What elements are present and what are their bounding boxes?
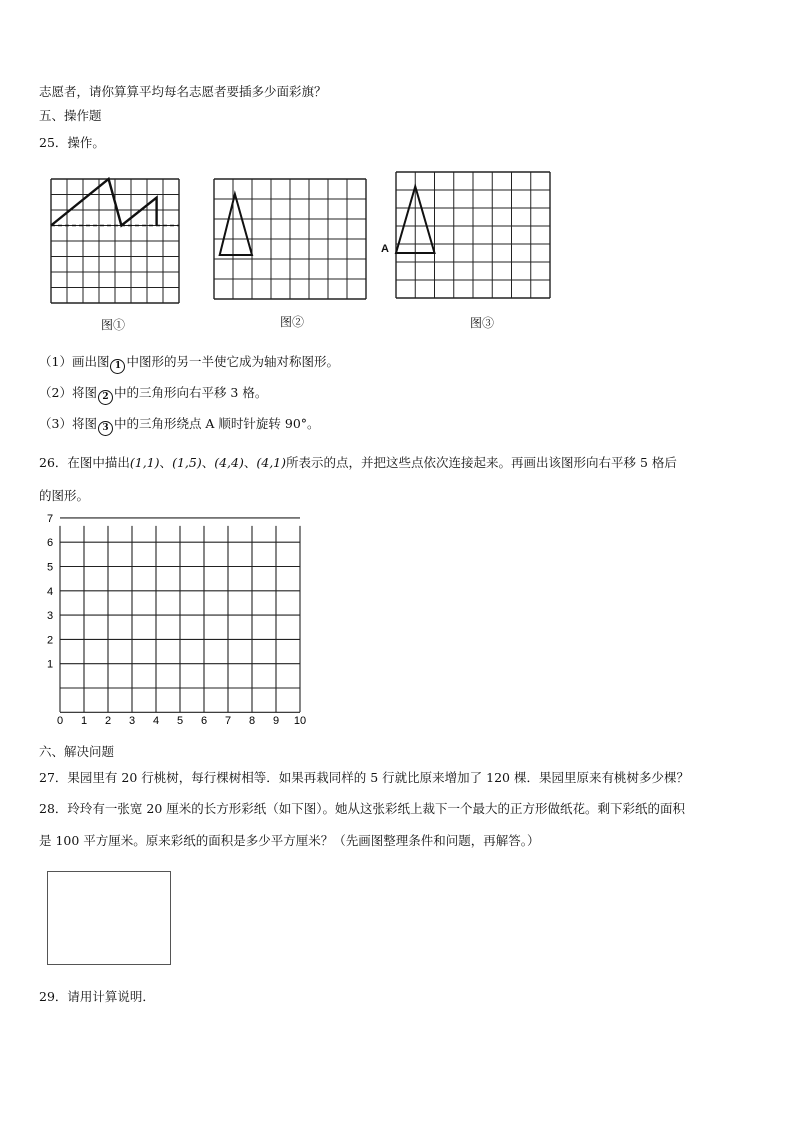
q25-item-1-pre: （1）画出图	[39, 354, 110, 369]
q26-line-1	[39, 455, 677, 471]
x-axis-tick-label: 6	[200, 715, 208, 727]
x-axis-tick-label: 5	[176, 715, 184, 727]
q26-point-3: (4,4)	[214, 455, 244, 470]
x-axis-tick-label: 0	[56, 715, 64, 727]
x-axis-tick-label: 1	[80, 715, 88, 727]
q25-item-3-post: 中的三角形绕点 A 顺时针旋转 90°。	[113, 416, 320, 431]
y-axis-tick-label: 5	[46, 561, 54, 574]
paper-rectangle-figure	[47, 871, 171, 965]
x-axis-tick-label: 9	[272, 715, 280, 727]
q25-item-2-post: 中的三角形向右平移 3 格。	[113, 385, 268, 400]
x-axis-tick-label: 10	[293, 715, 307, 727]
q26-line-2: 的图形。	[39, 488, 90, 503]
q26-point-1: (1,1)	[129, 455, 160, 470]
q25-item-3-pre: （3）将图	[39, 416, 97, 431]
y-axis-tick-label: 3	[46, 610, 54, 623]
y-axis-tick-label: 6	[46, 537, 54, 550]
figure-1-caption: 图①	[101, 318, 126, 332]
circled-number-3: 3	[98, 421, 113, 436]
q26-separator: 、	[159, 455, 173, 470]
q26-point-4: (4,1)	[256, 455, 287, 470]
circled-number-2: 2	[98, 390, 113, 405]
q25-item-1-post: 中图形的另一半使它成为轴对称图形。	[126, 354, 339, 369]
coordinate-grid	[40, 512, 315, 728]
figure-3-grid	[396, 172, 550, 299]
q28-line-2: 是 100 平方厘米。原来彩纸的面积是多少平方厘米？（先画图整理条件和问题，再解答。）	[39, 833, 540, 848]
y-axis-tick-label: 4	[46, 585, 54, 598]
q25-title: 25．操作。	[39, 135, 105, 150]
figure-2-grid	[214, 179, 366, 300]
x-axis-tick-label: 2	[104, 715, 112, 727]
circled-number-1: 1	[110, 359, 125, 374]
figure-3-caption: 图③	[470, 316, 495, 330]
section6-title: 六、解决问题	[39, 744, 115, 759]
q26-suffix: 所表示的点，并把这些点依次连接起来。再画出该图形向右平移 5 格后	[286, 455, 677, 470]
intro-line: 志愿者，请你算算平均每名志愿者要插多少面彩旗？	[39, 84, 327, 99]
point-a-label: A	[381, 243, 389, 255]
y-axis-tick-label: 7	[46, 512, 54, 525]
q25-item-2	[39, 385, 267, 405]
figure-1-grid	[51, 179, 181, 304]
q25-item-1	[39, 354, 339, 374]
q25-item-3	[39, 416, 320, 436]
q26-separator: 、	[201, 455, 215, 470]
q26-point-2: (1,5)	[172, 455, 202, 470]
section5-title: 五、操作题	[39, 108, 102, 123]
q29-text: 29．请用计算说明．	[39, 989, 155, 1004]
x-axis-tick-label: 8	[248, 715, 256, 727]
q28-line-1: 28．玲玲有一张宽 20 厘米的长方形彩纸（如下图）。她从这张彩纸上裁下一个最大的正方形做纸花。剩下彩纸的面积	[39, 801, 686, 816]
y-axis-tick-label: 1	[46, 658, 54, 671]
q25-item-2-pre: （2）将图	[39, 385, 97, 400]
figure-2-caption: 图②	[280, 315, 305, 329]
triangle-shape	[220, 194, 252, 255]
q27-text: 27．果园里有 20 行桃树，每行棵树相等．如果再栽同样的 5 行就比原来增加了 120 棵．果园里原来有桃树多少棵？	[39, 770, 689, 785]
x-axis-tick-label: 7	[224, 715, 232, 727]
q26-separator: 、	[243, 455, 257, 470]
x-axis-tick-label: 3	[128, 715, 136, 727]
y-axis-tick-label: 2	[46, 634, 54, 647]
x-axis-tick-label: 4	[152, 715, 160, 727]
q26-prefix: 26．在图中描出	[39, 455, 130, 470]
